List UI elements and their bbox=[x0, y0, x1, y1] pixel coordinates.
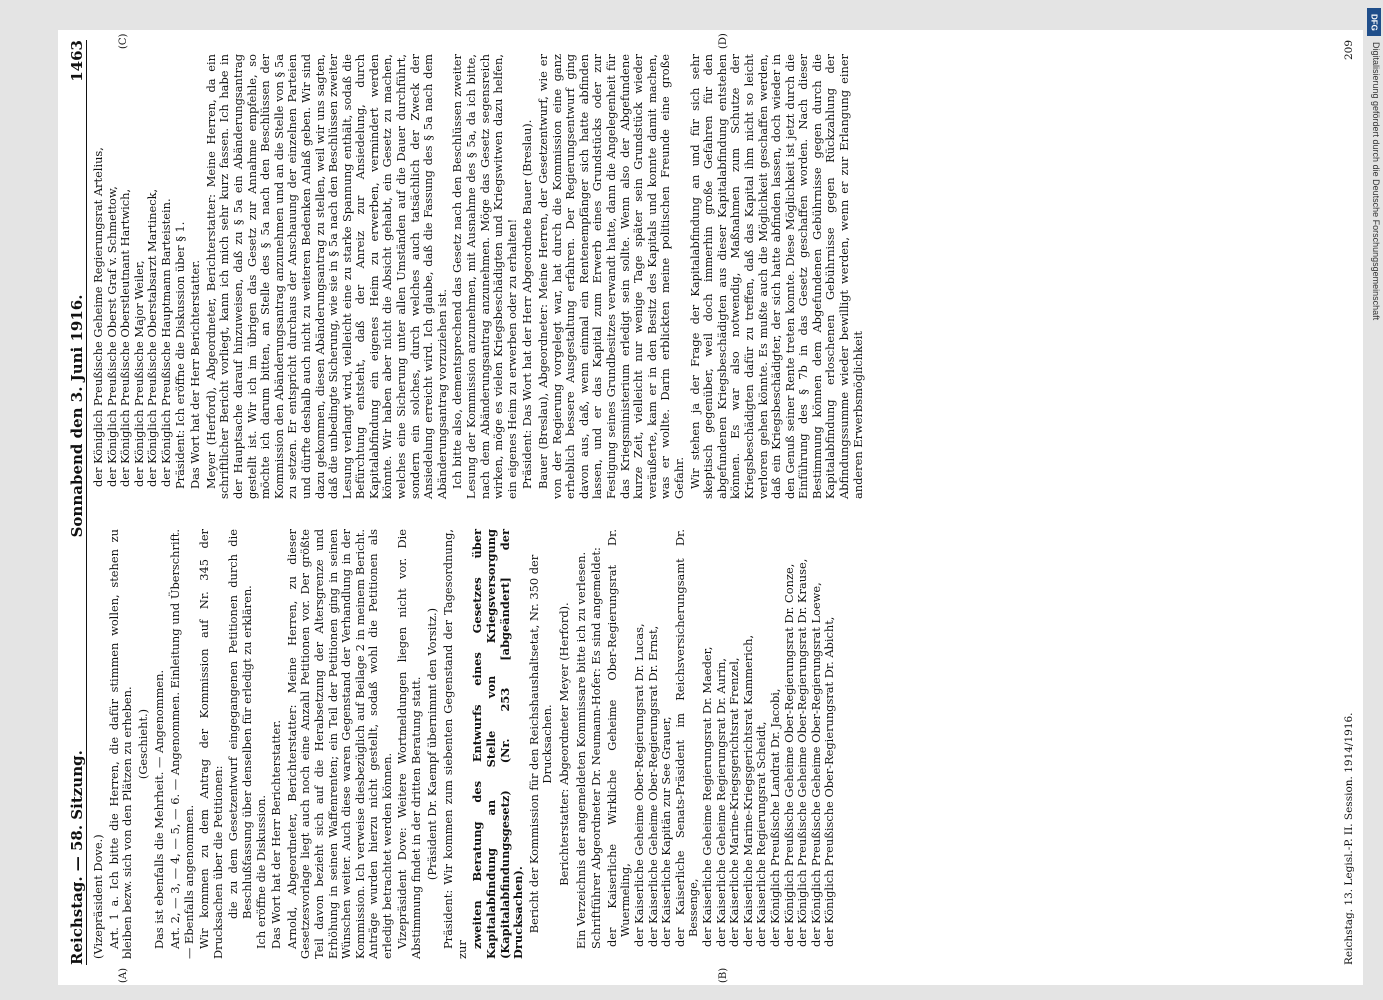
header-center: Sonnabend den 3. Juni 1916. bbox=[68, 294, 86, 538]
paragraph: Das Wort hat der Herr Berichterstatter. bbox=[188, 259, 203, 489]
page-footer bbox=[1343, 40, 1355, 965]
footer-left: Reichstag. 13. Legisl.-P. II. Session. 1914/1916. bbox=[1343, 712, 1355, 965]
margin-label-d: (D) bbox=[718, 33, 729, 49]
paragraph: (Vizepräsident Dove.) bbox=[91, 834, 105, 959]
paragraph: Art. 2, — 3, — 4, — 5, — 6. — Angenommen. Einleitung und Überschrift. — Ebenfalls angenommen. bbox=[167, 529, 196, 959]
commissioner-entry: der Kaiserliche Geheime Regierungsrat Dr. Aurin, bbox=[713, 657, 728, 947]
paragraph: die zu dem Gesetzentwurf eingegangenen Petitionen durch die Beschlußfassung über denselben für erledigt zu erklären. bbox=[226, 529, 254, 919]
paragraph: Präsident: Das Wort hat der Herr Abgeordnete Bauer (Breslau). bbox=[520, 119, 535, 489]
commissioner-entry: der Königlich Preußische Oberst Graf v. Schmettow, bbox=[104, 186, 119, 487]
digitization-sidebar bbox=[1367, 8, 1381, 992]
commissioner-entry: der Königlich Preußische Oberstabsarzt Martineck, bbox=[145, 188, 160, 487]
commissioner-entry: der Kaiserliche Wirkliche Geheime Ober-Regierungsrat Dr. Wuermeling, bbox=[604, 529, 633, 947]
commissioner-entry: der Königlich Preußische Geheime Ober-Regierungsrat Loewe, bbox=[808, 582, 823, 947]
paragraph: Schriftführer Abgeordneter Dr. Neumann-Hofer: Es sind angemeldet: bbox=[589, 547, 604, 949]
speech-arnold: Arnold, Abgeordneter, Berichterstatter: Meine Herren, zu dieser Gesetzesvorlage liegt auch noch eine Anzahl Petitionen vor. Der größte Teil davon bezieht sich auf die Herabsetzung der Altersgrenze und Erhöhung in seinen Waffenrenten; ein Teil der Petitionen ging in seinen Wünschen weiter. Auch diese waren Gegenstand der Verhandlung in der Kommission. Ich verweise diesbezüglich auf Beilage 2 in meinem Bericht. Anträge wurden hierzu nicht gestellt, sodaß wohl die Petitionen als erledigt betrachtet werden können. bbox=[284, 529, 394, 959]
commissioner-entry: der Kaiserliche Regierungsrat Scheidt, bbox=[754, 721, 769, 947]
document-page bbox=[58, 30, 1363, 985]
paragraph: Berichterstatter: Abgeordneter Meyer (Herford). bbox=[557, 602, 571, 886]
commissioner-entry: der Königlich Preußische Major Weiler, bbox=[131, 260, 146, 487]
paragraph: Das ist ebenfalls die Mehrheit. — Angenommen. bbox=[152, 669, 167, 949]
header-left: Reichstag. — 58. Sitzung. bbox=[68, 750, 86, 965]
page-header bbox=[64, 40, 87, 965]
commissioner-entry: der Königlich Preußische Oberstleutnant Hartwich, bbox=[118, 188, 133, 487]
commissioner-entry: der Königlich Preußische Hauptmann Barteistein. bbox=[158, 198, 173, 487]
commissioner-entry: der Königlich Preußische Geheime Ober-Regierungsrat Dr. Krause, bbox=[795, 558, 810, 947]
paragraph: Ich eröffne die Diskussion. bbox=[253, 795, 268, 949]
dfg-logo: DFG bbox=[1367, 8, 1381, 36]
commissioner-entry: der Königlich Preußische Geheime Regierungsrat Artelius, bbox=[91, 147, 105, 487]
commissioner-entry: der Königlich Preußische Landrat Dr. Jacobi, bbox=[767, 688, 782, 947]
paragraph: Ich bitte also, dementsprechend das Gesetz nach den Beschlüssen zweiter Lesung der Kommission anzunehmen, mit Ausnahme des § 5a, da ich bitte, nach dem Abänderungsantrag anzunehmen. Möge das Gesetz segensreich wirken, möge es vielen Kriegsbeschädigten und Kriegswitwen dazu helfen, ein eigenes Heim zu erwerben oder zu erhalten! bbox=[450, 54, 519, 499]
paragraph: (Geschieht.) bbox=[135, 708, 150, 780]
margin-label-c: (C) bbox=[118, 33, 129, 49]
commissioner-entry: der Kaiserliche Kapitän zur See Grauer, bbox=[659, 716, 674, 947]
margin-label-a: (A) bbox=[118, 967, 129, 983]
digitization-credit: Digitalisierung gefördert durch die Deutsche Forschungsgemeinschaft bbox=[1371, 42, 1381, 321]
speech-meyer: Meyer (Herford), Abgeordneter, Berichterstatter: Meine Herren, da ein schriftlicher Bericht vorliegt, kann ich mich sehr kurz fassen. Ich habe in der Hauptsache darauf hinzuweisen, daß zu § 5a ein Abänderungsantrag gestellt ist. Wir ich im übrigen das Gesetz zur Annahme empfehle, so möchte ich darum bitten, an Stelle des § 5a nach den Beschlüssen der Kommission den Abänderungsantrag anzunehmen und an die Stelle von § 5a zu setzen. Er entspricht durchaus der Anschauung der einzelnen Parteien und dürfte deshalb auch nicht zu weiteren Bedenken Anlaß geben. Wir sind dazu gekommen, diesen Abänderungsantrag zu stellen, weil wir uns sagten, daß die unbedingte Sicherung, wie sie in § 5a nach den Beschlüssen zweiter Lesung verlangt wird, vielleicht eine zu starke Spannung enthält, sodaß die Befürchtung entsteht, daß der Anreiz zur Ansiedelung, durch Kapitalabfindung ein eigenes Heim zu erwerben, vermindert werden könnte. Wir haben aber nicht die Absicht gehabt, ein Gesetz zu machen, welches eine Sicherung unter allen Umständen auf die Dauer durchführt, sondern ein solches, durch welches auch tatsächlich der Zweck der Ansiedelung erreicht wird. Ich glaube, daß die Fassung des § 5a nach dem Abänderungsantrag vorzuziehen ist. bbox=[203, 54, 449, 499]
commissioner-entry: der Kaiserliche Geheime Ober-Regierungsrat Dr. Ernst, bbox=[645, 625, 660, 947]
agenda-item-title: zweiten Beratung des Entwurfs eines Gesetzes über Kapitalabfindung an Stelle von Kriegsversorgung (Kapitalabfindungsgesetz) (Nr. 253 [abgeändert] der Drucksachen). bbox=[470, 529, 526, 959]
commissioner-entry: der Königlich Preußische Ober-Regierungsrat Dr. Abicht, bbox=[822, 616, 837, 947]
paragraph: Wir kommen zu dem Antrag der Kommission auf Nr. 345 der Drucksachen über die Petitionen: bbox=[197, 529, 225, 959]
commissioner-entry: der Kaiserliche Geheime Regierungsrat Dr. Maeder, bbox=[699, 646, 714, 947]
footer-right: 209 bbox=[1343, 40, 1355, 61]
paragraph: Wir stehen ja der Frage der Kapitalabfindung an und für sich sehr skeptisch gegenüber, weil doch immerhin große Gefahren für den abgefundenen Kriegsbeschädigten aus dieser Kapitalabfindung entstehen können. Es war also notwendig, Maßnahmen zum Schutze der Kriegsbeschädigten dafür zu treffen, daß das Kapital ihm nicht so leicht verloren gehen könnte. Es mußte auch die Möglichkeit geschaffen werden, daß ein Kriegsbeschädigter, der sich hatte abfinden lassen, doch wieder in den Genuß seiner Rente treten konnte. Diese Möglichkeit ist jetzt durch die Einführung des § 7b in das Gesetz geschaffen worden. Nach dieser Bestimmung können dem Abgefundenen Gebührnisse gegen durch die Kapitalabfindung erloschenen Gebührnisse gegen Rückzahlung der Abfindungssumme wieder bewilligt werden, wenn er zur Erlangung einer anderen Erwerbsmöglichkeit bbox=[687, 54, 865, 499]
commissioner-entry: der Kaiserliche Marine-Kriegsgerichtsrat Frenzel, bbox=[727, 657, 742, 947]
paragraph: Bericht der Kommission für den Reichshaushaltsetat, Nr. 350 der Drucksachen. bbox=[526, 554, 555, 934]
rotated-page-content bbox=[58, 30, 1363, 985]
commissioner-entry: der Kaiserliche Marine-Kriegsgerichtsrat Kammerich, bbox=[740, 634, 755, 947]
paragraph: Vizepräsident Dove: Weitere Wortmeldungen liegen nicht vor. Die Abstimmung findet in der dritten Beratung statt. bbox=[395, 529, 424, 959]
commissioner-entry: der Kaiserliche Senats-Präsident im Reichsversicherungsamt Dr. Bessenge, bbox=[672, 529, 701, 947]
commissioner-entry: der Königlich Preußische Geheime Ober-Regierungsrat Dr. Conze, bbox=[781, 563, 796, 947]
paragraph: Präsident: Wir kommen zum siebenten Gegenstand der Tagesordnung, zur bbox=[441, 529, 469, 959]
paragraph: Präsident: Ich eröffne die Diskussion über § 1. bbox=[172, 221, 187, 489]
speech-bauer: Bauer (Breslau), Abgeordneter: Meine Herren, der Gesetzentwurf, wie er von der Regierung vorgelegt war, hat durch die Kommission eine ganz erheblich bessere Ausgestaltung erfahren. Der Regierungsentwurf ging davon aus, daß, wenn einmal ein Rentenempfänger sich hatte abfinden lassen, und er das Kapital zum Erwerb eines Grundstücks oder zur Festigung seines Grundbesitzes verwandt hatte, dann die Angelegenheit für das Kriegsministerium erledigt sein sollte. Wenn also der Abgefundene kurze Zeit, vielleicht nur wenige Tage später sein Grundstück wieder veräußerte, kam er in den Besitz des Kapitals und konnte damit machen, was er wollte. Darin erblickten meine politischen Freunde eine große Gefahr. bbox=[536, 54, 686, 499]
right-column bbox=[92, 54, 1333, 499]
commissioner-entry: der Kaiserliche Geheime Ober-Regierungsrat Dr. Lucas, bbox=[631, 623, 646, 947]
paragraph: Art. 1 a. Ich bitte die Herren, die dafür stimmen wollen, stehen zu bleiben bezw. sich von den Plätzen zu erheben. bbox=[106, 529, 135, 959]
margin-label-b: (B) bbox=[718, 967, 729, 983]
paragraph: Das Wort hat der Herr Berichterstatter. bbox=[269, 719, 284, 949]
page-number: 1463 bbox=[68, 40, 86, 82]
left-column bbox=[92, 529, 1333, 959]
paragraph: Ein Verzeichnis der angemeldeten Kommissare bitte ich zu verlesen. bbox=[573, 551, 588, 949]
paragraph: (Präsident Dr. Kaempf übernimmt den Vorsitz.) bbox=[424, 607, 439, 881]
